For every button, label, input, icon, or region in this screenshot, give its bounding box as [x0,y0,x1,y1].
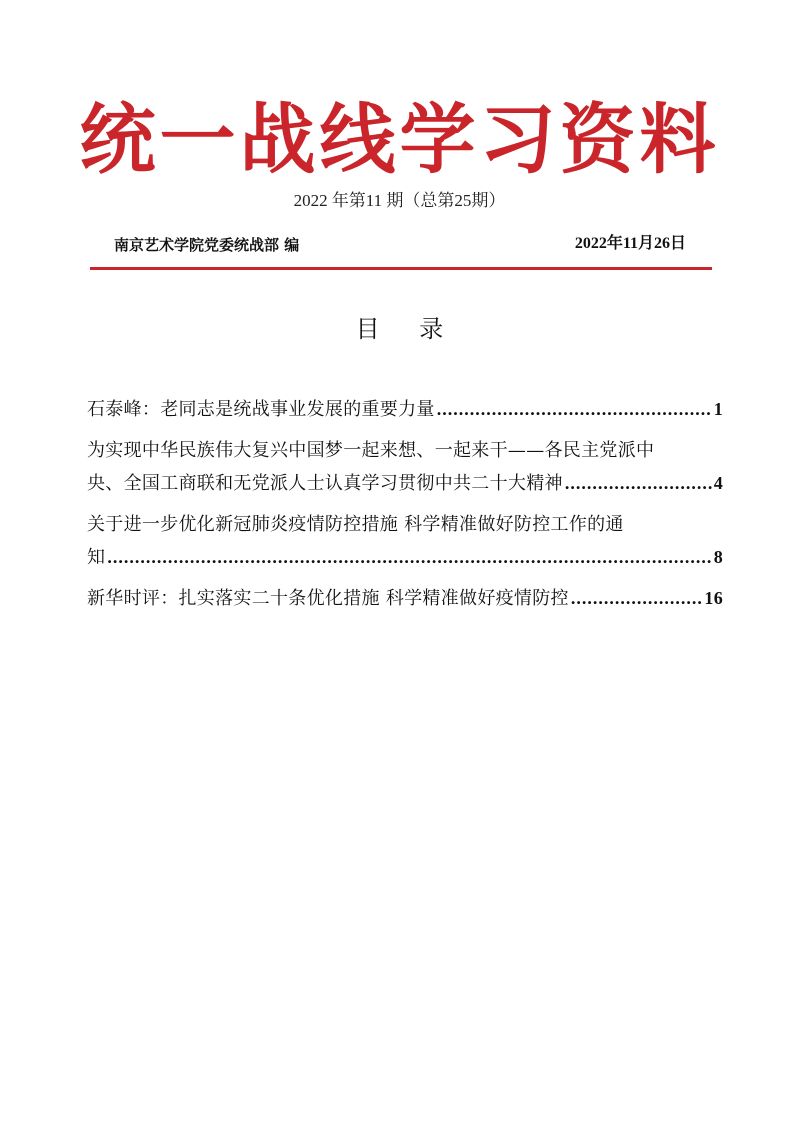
toc-page-number: 8 [713,547,723,567]
toc-entry-title: 知 [87,547,106,568]
red-divider [90,267,712,270]
toc-entry-title: 央、全国工商联和无党派人士认真学习贯彻中共二十大精神 [87,473,563,494]
toc-entry-title: 新华时评：扎实落实二十条优化措施 科学精准做好疫情防控 [87,588,569,609]
toc-page-number: 16 [704,588,723,608]
editor-credit: 南京艺术学院党委统战部 编 [114,236,300,254]
masthead-title: 统一战线学习资料 [79,95,720,184]
toc-entry[interactable] [87,393,723,426]
toc-entry[interactable] [87,434,723,500]
toc-heading: 目 录 [355,315,444,343]
dot-leader [565,467,712,500]
toc-entry-title-line: 关于进一步优化新冠肺炎疫情防控措施 科学精准做好防控工作的通 [87,514,624,535]
dot-leader [107,541,711,574]
issue-number: 2022 年第11 期（总第25期） [293,191,506,210]
toc-entry[interactable] [87,508,723,574]
dot-leader [437,393,712,426]
toc-entry[interactable] [87,582,723,615]
publish-date: 2022年11月26日 [574,235,686,252]
toc-list [87,393,723,623]
toc-page-number: 1 [713,399,723,419]
toc-page-number: 4 [713,473,723,493]
dot-leader [571,582,703,615]
toc-entry-title-line: 为实现中华民族伟大复兴中国梦一起来想、一起来干——各民主党派中 [87,440,655,461]
toc-entry-title: 石泰峰：老同志是统战事业发展的重要力量 [87,399,435,420]
